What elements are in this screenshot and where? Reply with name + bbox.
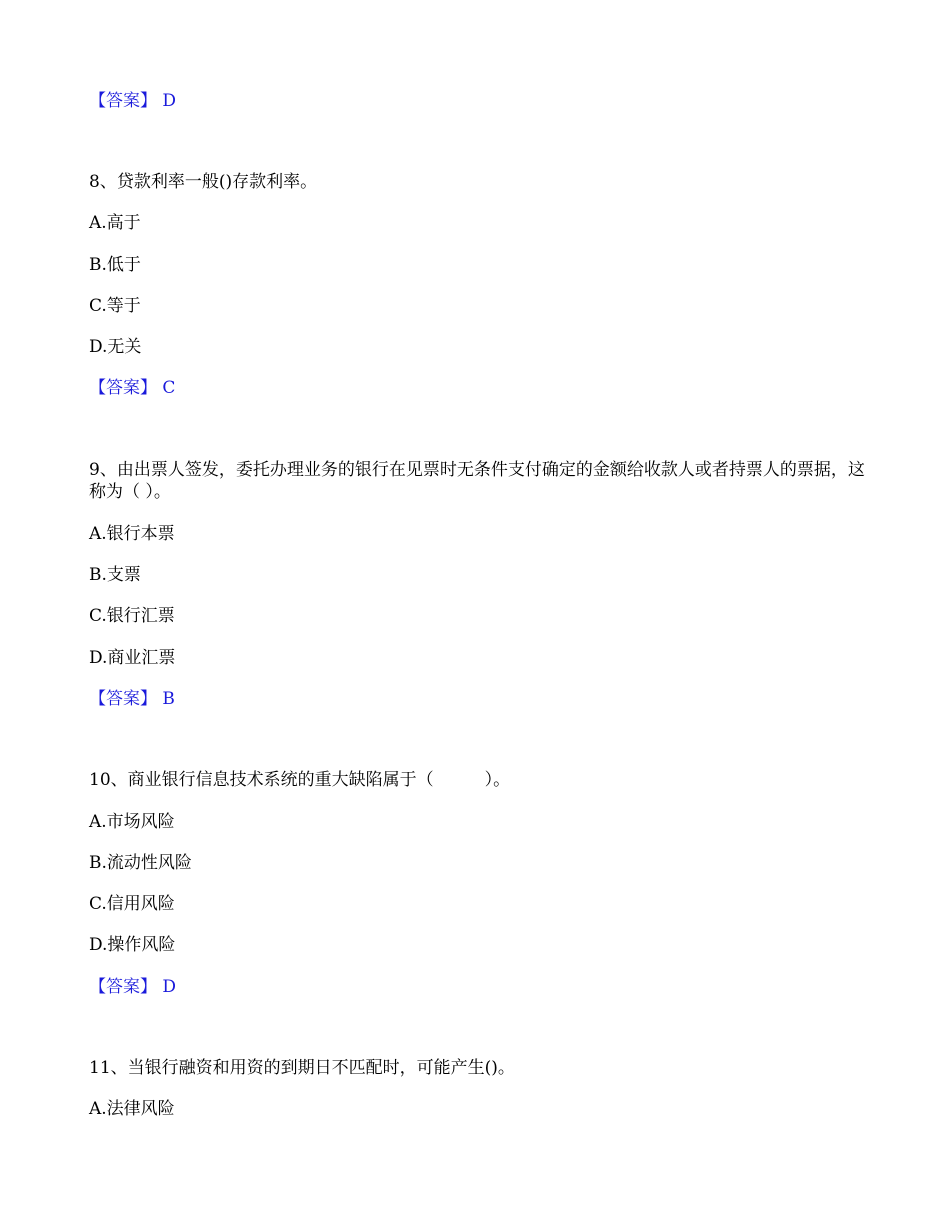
question-10-option-a: A.市场风险 (89, 812, 175, 832)
question-10-answer: 【答案】 D (89, 977, 177, 997)
question-9-option-a: A.银行本票 (89, 524, 175, 544)
question-8-option-d: D.无关 (89, 337, 142, 357)
question-10-stem: 10、商业银行信息技术系统的重大缺陷属于（ ）。 (89, 770, 511, 790)
question-8-option-c: C.等于 (89, 296, 141, 316)
question-8-stem: 8、贷款利率一般()存款利率。 (89, 172, 318, 192)
question-9-stem: 9、由出票人签发，委托办理业务的银行在见票时无条件支付确定的金额给收款人或者持票人的票据，这称为（ ）。 (89, 460, 865, 502)
question-8-answer: 【答案】 C (89, 378, 176, 398)
question-8-option-a: A.高于 (89, 213, 141, 233)
question-9-option-c: C.银行汇票 (89, 606, 175, 626)
question-9-answer: 【答案】 B (89, 689, 175, 709)
question-10-option-d: D.操作风险 (89, 935, 176, 955)
question-9-option-d: D.商业汇票 (89, 648, 176, 668)
question-11-option-a: A.法律风险 (89, 1099, 175, 1119)
question-10-option-b: B.流动性风险 (89, 853, 192, 873)
question-10-option-c: C.信用风险 (89, 894, 175, 914)
answer-top: 【答案】 D (89, 91, 177, 111)
question-8-option-b: B.低于 (89, 255, 141, 275)
question-9-option-b: B.支票 (89, 565, 141, 585)
question-11-stem: 11、当银行融资和用资的到期日不匹配时，可能产生()。 (89, 1058, 515, 1078)
